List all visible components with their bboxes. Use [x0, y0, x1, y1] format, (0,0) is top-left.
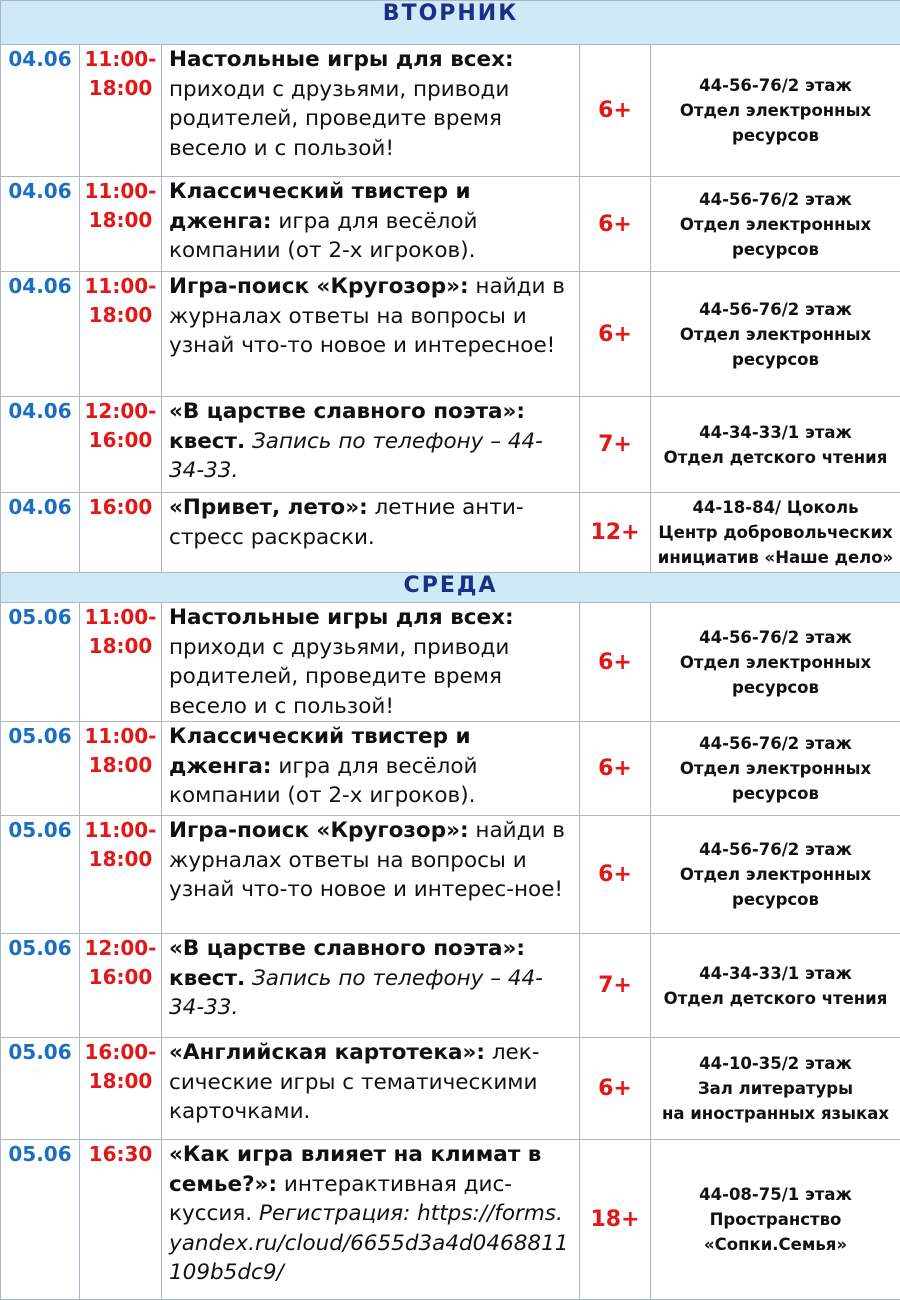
event-location	[651, 397, 900, 493]
event-location-line: «Сопки.Семья»	[651, 1232, 900, 1257]
event-row	[1, 45, 900, 177]
event-location	[651, 934, 900, 1038]
event-title: «Привет, лето»:	[169, 495, 368, 520]
event-date: 05.06	[1, 816, 80, 934]
age-rating: 7+	[580, 934, 651, 1038]
event-text: найди в журналах ответы на вопросы и узнай что-то новое и интересное!	[169, 274, 565, 358]
event-location-line: ресурсов	[651, 781, 900, 806]
event-location-line: Отдел электронных	[651, 862, 900, 887]
event-text	[245, 966, 252, 991]
event-time	[80, 397, 162, 493]
event-time-line: 18:00	[80, 74, 161, 103]
event-location-line: 44-56-76/2 этаж	[651, 297, 900, 322]
event-title: Игра-поиск «Кругозор»:	[169, 818, 469, 843]
event-location-line: ресурсов	[651, 347, 900, 372]
event-note: Регистрация: https://forms.yandex.ru/cloud/6655d3a4d0468811109b5dc9/	[169, 1201, 568, 1285]
event-time-line: 16:30	[80, 1140, 161, 1169]
event-title: «В царстве славного поэта»: квест.	[169, 936, 525, 991]
event-location-line: 44-56-76/2 этаж	[651, 73, 900, 98]
age-rating: 6+	[580, 1038, 651, 1140]
event-location-line: 44-56-76/2 этаж	[651, 187, 900, 212]
event-text: игра для весёлой компании (от 2-х игроков).	[169, 754, 478, 809]
event-time	[80, 816, 162, 934]
event-time-line: 16:00	[80, 426, 161, 455]
event-time-line: 18:00	[80, 632, 161, 661]
age-rating: 6+	[580, 816, 651, 934]
age-rating: 6+	[580, 722, 651, 816]
age-rating: 6+	[580, 177, 651, 272]
event-location	[651, 1038, 900, 1140]
event-time-line: 16:00	[80, 963, 161, 992]
event-description	[162, 272, 580, 397]
event-description	[162, 1038, 580, 1140]
event-location-line: 44-56-76/2 этаж	[651, 837, 900, 862]
event-title: Настольные игры для всех:	[169, 47, 514, 72]
day-header-row	[1, 1, 900, 45]
event-text: интерактивная дис-куссия.	[169, 1172, 512, 1227]
event-title: Классический твистер и дженга:	[169, 179, 471, 234]
event-time	[80, 1038, 162, 1140]
event-date: 05.06	[1, 934, 80, 1038]
event-description	[162, 45, 580, 177]
event-location-line: Отдел детского чтения	[651, 445, 900, 470]
event-row	[1, 603, 900, 722]
event-time-line: 18:00	[80, 301, 161, 330]
event-location-line: Отдел электронных	[651, 322, 900, 347]
event-time-line: 11:00-	[80, 177, 161, 206]
event-date: 05.06	[1, 1140, 80, 1300]
event-location-line: Зал литературы	[651, 1076, 900, 1101]
event-row	[1, 272, 900, 397]
event-time-line: 18:00	[80, 206, 161, 235]
event-location-line: ресурсов	[651, 675, 900, 700]
event-time-line: 16:00	[80, 493, 161, 522]
event-description	[162, 177, 580, 272]
event-location-line: 44-56-76/2 этаж	[651, 625, 900, 650]
event-date: 05.06	[1, 603, 80, 722]
event-title: Настольные игры для всех:	[169, 605, 514, 630]
event-row	[1, 722, 900, 816]
event-title: «Английская картотека»:	[169, 1040, 485, 1065]
event-location-line: 44-34-33/1 этаж	[651, 420, 900, 445]
event-time-line: 12:00-	[80, 934, 161, 963]
event-location	[651, 603, 900, 722]
event-description	[162, 603, 580, 722]
event-location	[651, 1140, 900, 1300]
event-location-line: Отдел электронных	[651, 650, 900, 675]
age-rating: 12+	[580, 493, 651, 573]
event-time-line: 16:00-	[80, 1038, 161, 1067]
event-time	[80, 272, 162, 397]
event-title: Классический твистер и дженга:	[169, 724, 471, 779]
event-time	[80, 45, 162, 177]
event-location-line: на иностранных языках	[651, 1101, 900, 1126]
event-location-line: Пространство	[651, 1207, 900, 1232]
event-time-line: 11:00-	[80, 816, 161, 845]
event-note: Запись по телефону – 44-34-33.	[169, 429, 543, 484]
event-row	[1, 493, 900, 573]
event-title: «В царстве славного поэта»: квест.	[169, 399, 525, 454]
event-time-line: 18:00	[80, 1067, 161, 1096]
event-date: 04.06	[1, 272, 80, 397]
event-location-line: Отдел электронных	[651, 212, 900, 237]
event-date: 04.06	[1, 45, 80, 177]
event-time	[80, 1140, 162, 1300]
event-row	[1, 816, 900, 934]
age-rating: 6+	[580, 272, 651, 397]
event-time	[80, 493, 162, 573]
event-text: лек-сические игры с тематическими карточками.	[169, 1040, 540, 1124]
event-location	[651, 45, 900, 177]
event-time-line: 11:00-	[80, 272, 161, 301]
event-row	[1, 1038, 900, 1140]
event-text: игра для весёлой компании (от 2-х игроков).	[169, 209, 478, 264]
event-location-line: 44-10-35/2 этаж	[651, 1051, 900, 1076]
event-time-line: 18:00	[80, 845, 161, 874]
event-time-line: 12:00-	[80, 397, 161, 426]
day-name: ВТОРНИК	[1, 1, 900, 45]
event-note: Запись по телефону – 44-34-33.	[169, 966, 543, 1021]
age-rating: 18+	[580, 1140, 651, 1300]
event-location-line: 44-08-75/1 этаж	[651, 1182, 900, 1207]
age-rating: 6+	[580, 45, 651, 177]
event-text	[245, 429, 252, 454]
event-time	[80, 603, 162, 722]
event-location	[651, 493, 900, 573]
event-text: приходи с друзьями, приводи родителей, проведите время весело и с пользой!	[169, 635, 509, 719]
event-location-line: 44-18-84/ Цоколь	[651, 495, 900, 520]
event-text: найди в журналах ответы на вопросы и узнай что-то новое и интерес-ное!	[169, 818, 565, 902]
event-description	[162, 493, 580, 573]
event-row	[1, 1140, 900, 1300]
event-location-line: ресурсов	[651, 123, 900, 148]
event-location-line: инициатив «Наше дело»	[651, 545, 900, 570]
event-location	[651, 816, 900, 934]
event-date: 04.06	[1, 177, 80, 272]
event-description	[162, 934, 580, 1038]
event-location-line: ресурсов	[651, 237, 900, 262]
day-header-row	[1, 573, 900, 603]
event-time-line: 11:00-	[80, 45, 161, 74]
event-time-line: 11:00-	[80, 603, 161, 632]
event-time	[80, 177, 162, 272]
event-title: Игра-поиск «Кругозор»:	[169, 274, 469, 299]
event-description	[162, 397, 580, 493]
event-location-line: 44-34-33/1 этаж	[651, 961, 900, 986]
event-text: приходи с друзьями, приводи родителей, проведите время весело и с пользой!	[169, 77, 509, 161]
event-location-line: 44-56-76/2 этаж	[651, 731, 900, 756]
age-rating: 6+	[580, 603, 651, 722]
event-description	[162, 722, 580, 816]
event-time-line: 18:00	[80, 751, 161, 780]
event-date: 04.06	[1, 397, 80, 493]
event-date: 04.06	[1, 493, 80, 573]
event-location-line: ресурсов	[651, 887, 900, 912]
event-row	[1, 177, 900, 272]
event-row	[1, 397, 900, 493]
event-location	[651, 177, 900, 272]
event-location	[651, 272, 900, 397]
event-location	[651, 722, 900, 816]
event-description	[162, 816, 580, 934]
event-location-line: Центр добровольческих	[651, 520, 900, 545]
day-name: СРЕДА	[1, 573, 900, 603]
event-date: 05.06	[1, 1038, 80, 1140]
event-title: «Как игра влияет на климат в семье?»:	[169, 1142, 541, 1197]
event-time	[80, 934, 162, 1038]
event-location-line: Отдел детского чтения	[651, 986, 900, 1011]
event-date: 05.06	[1, 722, 80, 816]
age-rating: 7+	[580, 397, 651, 493]
event-row	[1, 934, 900, 1038]
event-description	[162, 1140, 580, 1300]
event-location-line: Отдел электронных	[651, 756, 900, 781]
event-time	[80, 722, 162, 816]
event-location-line: Отдел электронных	[651, 98, 900, 123]
event-time-line: 11:00-	[80, 722, 161, 751]
event-text: летние анти-стресс раскраски.	[169, 495, 524, 550]
